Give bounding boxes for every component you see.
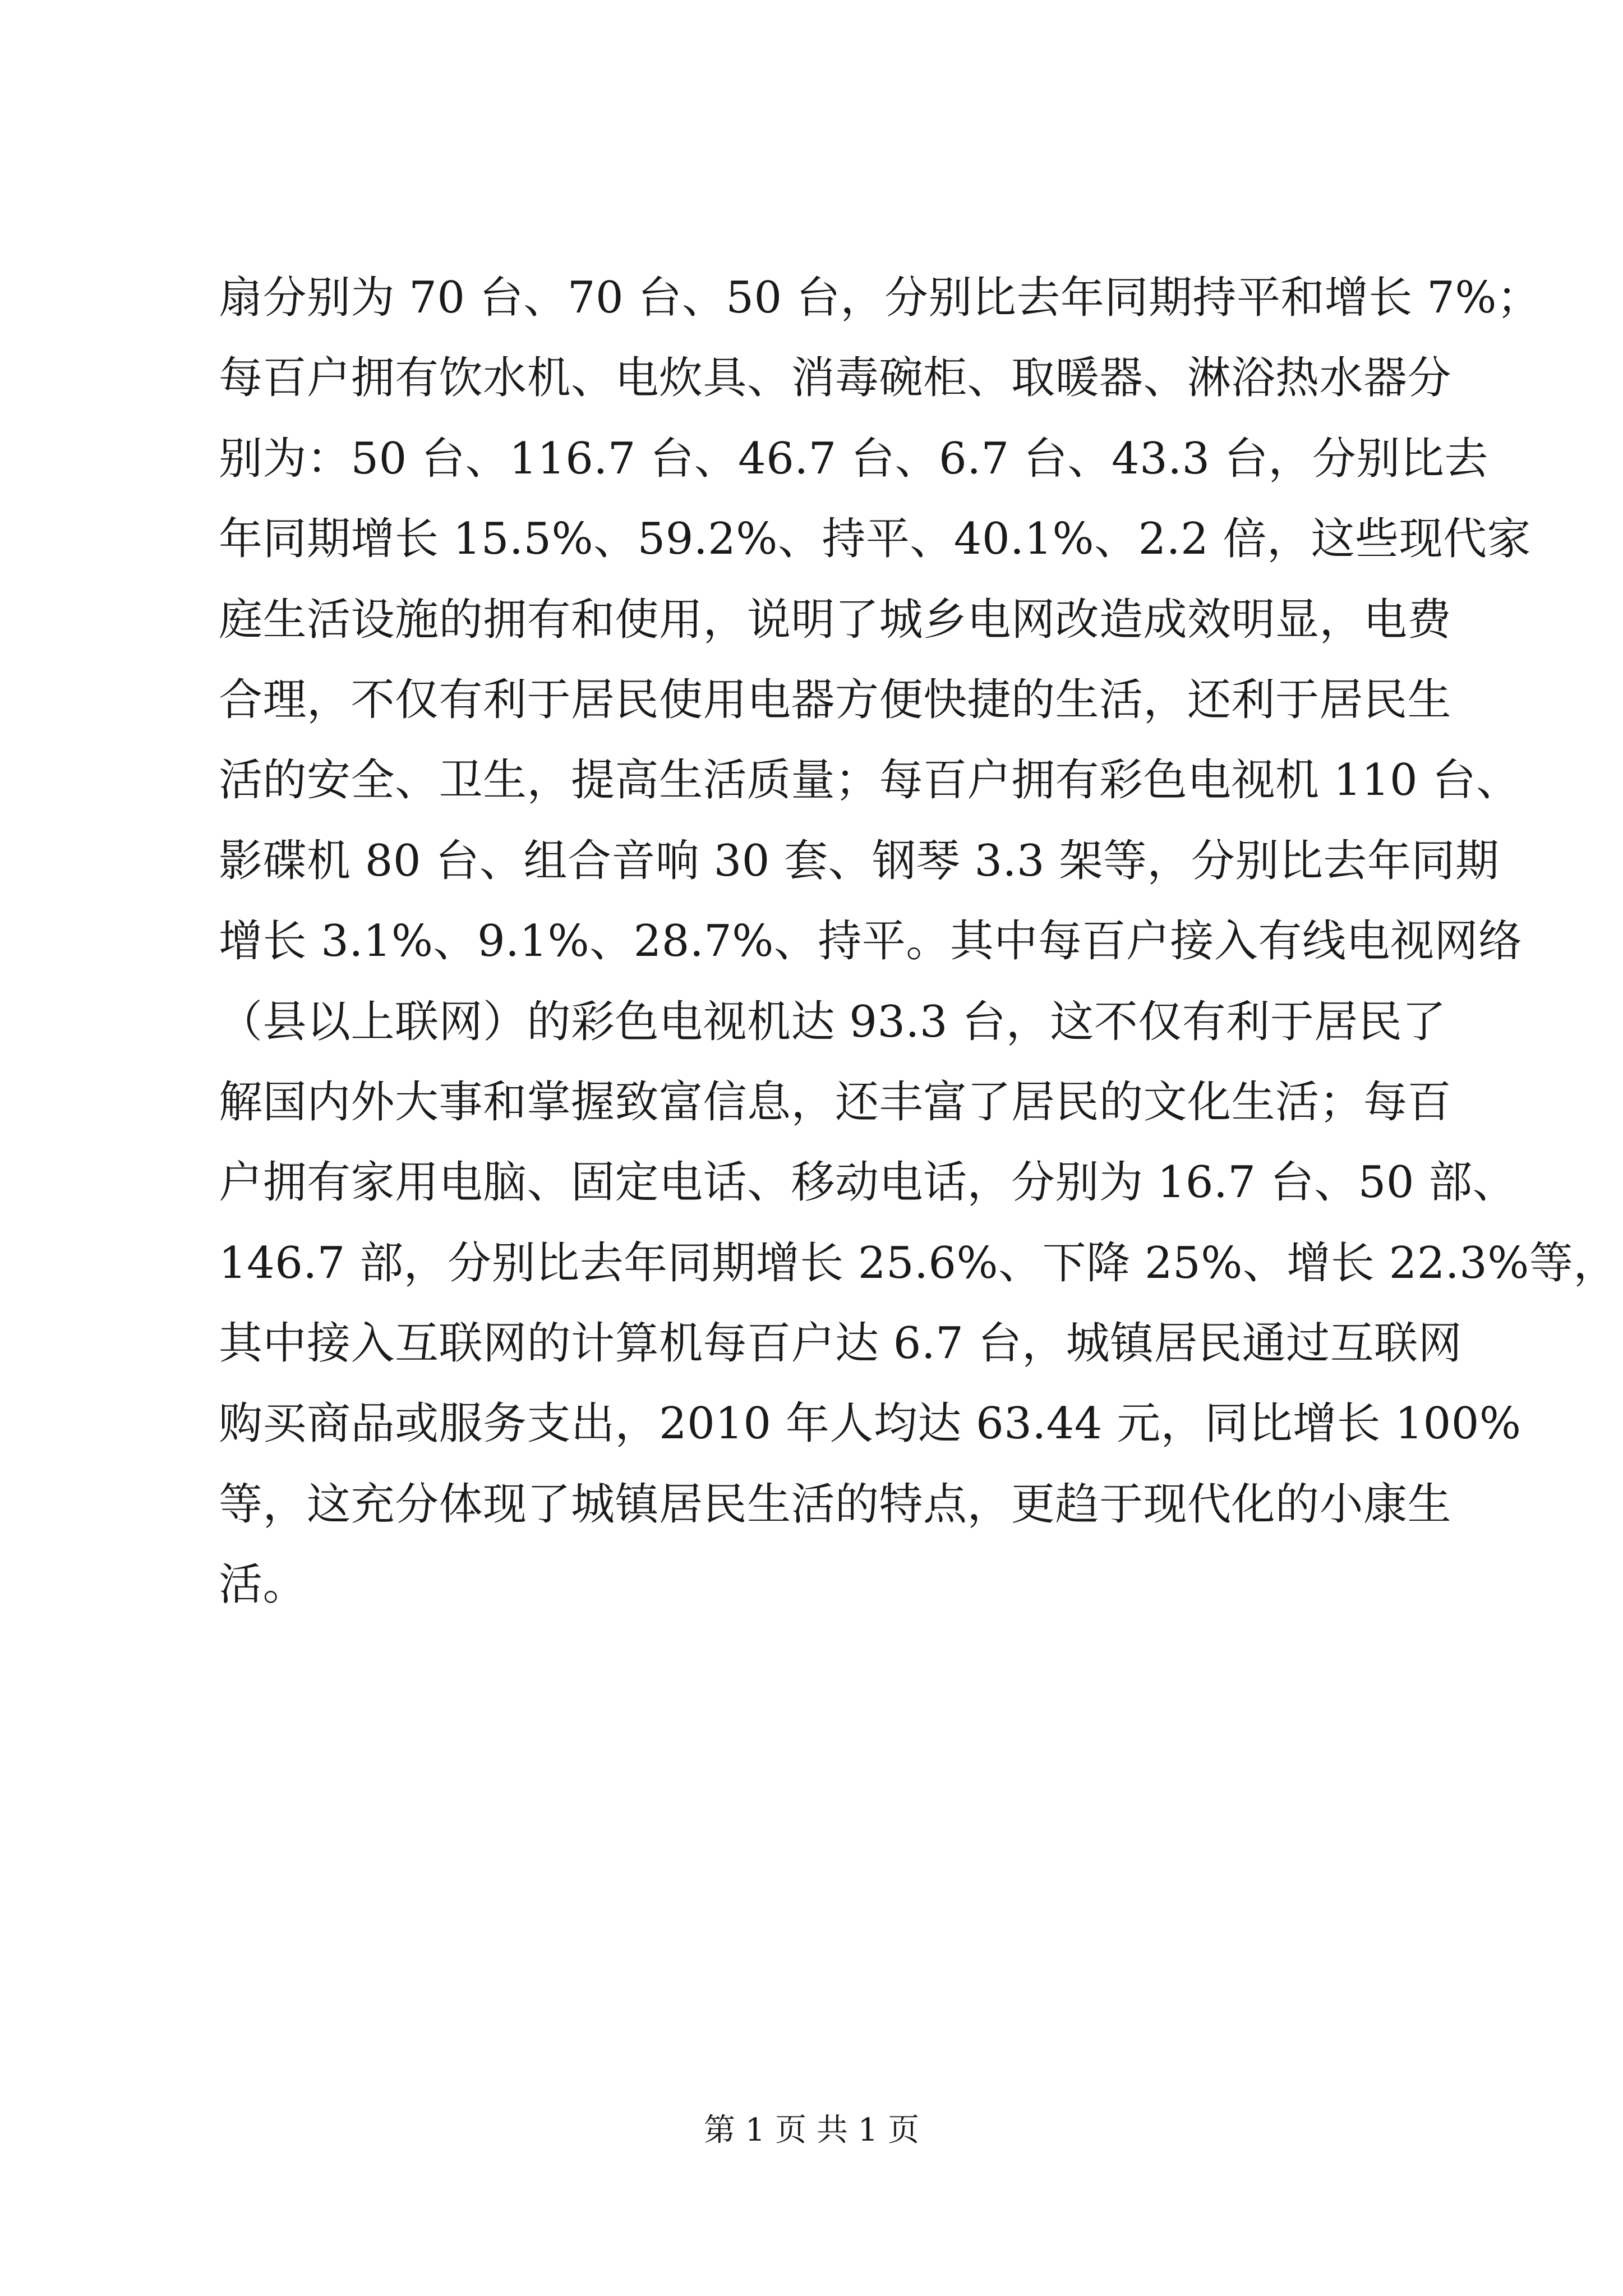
text-line: 别为：50 台、116.7 台、46.7 台、6.7 台、43.3 台，分别比去 [219, 433, 1488, 484]
text-line: 扇分别为 70 台、70 台、50 台，分别比去年同期持平和增长 7%； [219, 273, 1541, 323]
text-line: （县以上联网）的彩色电视机达 93.3 台，这不仅有利于居民了 [219, 996, 1446, 1047]
text-line: 年同期增长 15.5%、59.2%、持平、40.1%、2.2 倍，这些现代家 [219, 514, 1531, 565]
text-line: 等，这充分体现了城镇居民生活的特点，更趋于现代化的小康生 [219, 1479, 1452, 1530]
body-paragraph [219, 258, 1617, 1626]
text-line: 每百户拥有饮水机、电炊具、消毒碗柜、取暖器、淋浴热水器分 [219, 353, 1452, 404]
text-line: 户拥有家用电脑、固定电话、移动电话，分别为 16.7 台、50 部、 [219, 1157, 1517, 1208]
text-line: 解国内外大事和掌握致富信息，还丰富了居民的文化生活；每百 [219, 1076, 1452, 1128]
text-line: 庭生活设施的拥有和使用，说明了城乡电网改造成效明显，电费 [219, 594, 1452, 645]
text-line: 146.7 部，分别比去年同期增长 25.6%、下降 25%、增长 22.3%等， [219, 1237, 1617, 1289]
page-number-footer: 第 1 页 共 1 页 [703, 2112, 920, 2148]
text-line: 其中接入互联网的计算机每百户达 6.7 台，城镇居民通过互联网 [219, 1318, 1463, 1369]
text-line: 合理，不仅有利于居民使用电器方便快捷的生活，还利于居民生 [219, 674, 1452, 725]
text-line: 增长 3.1%、9.1%、28.7%、持平。其中每百户接入有线电视网络 [219, 916, 1523, 967]
text-line-last: 活。 [219, 1559, 307, 1611]
text-line: 影碟机 80 台、组合音响 30 套、钢琴 3.3 架等，分别比去年同期 [219, 835, 1500, 886]
text-line: 购买商品或服务支出，2010 年人均达 63.44 元，同比增长 100% [219, 1398, 1521, 1450]
text-line: 活的安全、卫生，提高生活质量；每百户拥有彩色电视机 110 台、 [219, 755, 1520, 806]
